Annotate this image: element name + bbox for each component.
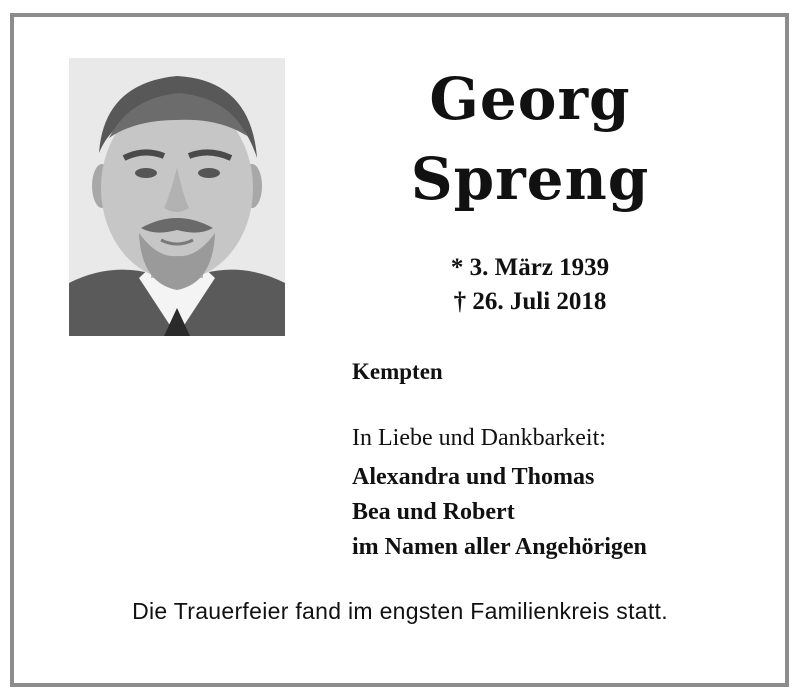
birth-date: * 3. März 1939: [450, 254, 610, 281]
mourner-line: im Namen aller Angehörigen: [352, 534, 647, 560]
place-of-residence: Kempten: [352, 359, 443, 384]
deceased-last-name: Spreng: [410, 145, 650, 213]
mourner-line: Alexandra und Thomas: [352, 464, 595, 490]
portrait-photo: [69, 58, 285, 336]
deceased-first-name: Georg: [429, 65, 631, 133]
mourners-intro: In Liebe und Dankbarkeit:: [352, 425, 606, 451]
death-date: † 26. Juli 2018: [453, 288, 607, 315]
mourner-line: Bea und Robert: [352, 499, 515, 525]
funeral-note: Die Trauerfeier fand im engsten Familienkreis statt.: [132, 598, 668, 624]
